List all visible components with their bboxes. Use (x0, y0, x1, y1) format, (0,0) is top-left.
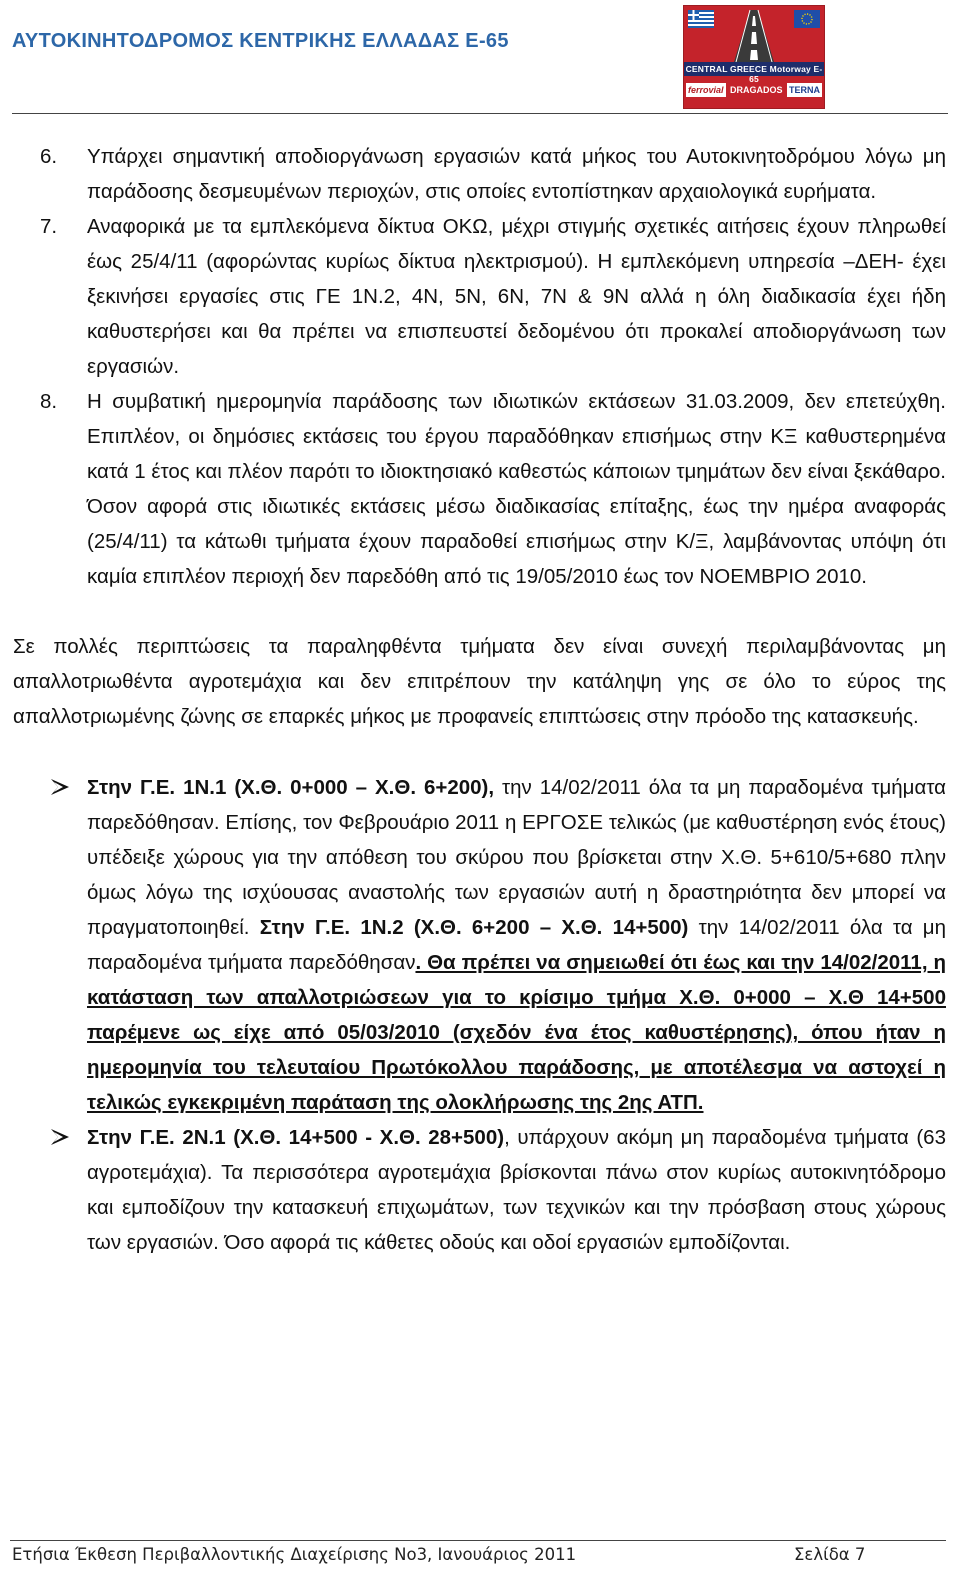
item-number: 7. (40, 215, 58, 238)
greek-flag-icon (688, 10, 714, 28)
bullet-list (13, 770, 946, 1260)
page-number: Σελίδα 7 (794, 1545, 866, 1564)
document-body (13, 139, 946, 1260)
bullet-text: την 14/02/2011 όλα τα μη παραδομένα τμήματα παρεδόθησαν. Επίσης, τον Φεβρουάριο 2011 η ΕΡΓΟΣΕ τελικώς (με καθυστέρηση ενός έτους) υπέδειξε χώρους για την απόθεση του σκύρου που βρίσκεται στην Χ.Θ. 5+610/5+680 πλην όμως λόγω της ισχύουσας αναστολής των εργασιών αυτή η δραστηριότητα δεν μπορεί να πραγματοποιηθεί. (87, 776, 946, 939)
bullet-item-ge-1n1 (13, 770, 946, 1120)
page-header (0, 0, 960, 118)
bullet-lead: Στην Γ.Ε. 2Ν.1 (Χ.Θ. 14+500 - Χ.Θ. 28+500) (87, 1126, 505, 1149)
item-text: Αναφορικά με τα εμπλεκόμενα δίκτυα ΟΚΩ, μέχρι στιγμής σχετικές αιτήσεις έχουν πληρωθεί έως 25/4/11 (αφορώντας κυρίως δίκτυα ηλεκτρισμού). Η εμπλεκόμενη υπηρεσία –ΔΕΗ- έχει ξεκινήσει εργασίες στις ΓΕ 1Ν.2, 4Ν, 5Ν, 6Ν, 7Ν & 9Ν αλλά η όλη διαδικασία έχει ήδη καθυστερήσει και θα πρέπει να επισπευστεί δεδομένου ότι προκαλεί αποδιοργάνωση των εργασιών. (87, 215, 946, 378)
motorway-logo (683, 5, 825, 109)
bullet-lead: Στην Γ.Ε. 1Ν.1 (Χ.Θ. 0+000 – Χ.Θ. 6+200), (87, 776, 495, 799)
item-text: Η συμβατική ημερομηνία παράδοσης των ιδιωτικών εκτάσεων 31.03.2009, δεν επετεύχθη. Επιπλέον, οι δημόσιες εκτάσεις του έργου παραδόθηκαν επισήμως στην ΚΞ καθυστερημένα κατά 1 έτος και πλέον παρότι το ιδιοκτησιακό καθεστώς κάποιων τμημάτων δεν είναι ξεκάθαρο. Όσον αφορά στις ιδιωτικές εκτάσεις μέσω διαδικασίας επίταξης, έως την ημέρα αναφοράς (25/4/11) τα κάτωθι τμήματα έχουν παραδοθεί επισήμως στην Κ/Ξ, λαμβάνοντας υπόψη ότι καμία επιπλέον περιοχή δεν παρεδόθη από τις 19/05/2010 έως τον ΝΟΕΜΒΡΙΟ 2010. (87, 390, 946, 588)
partner-dragados: DRAGADOS (730, 85, 783, 95)
item-number: 6. (40, 145, 58, 168)
bullet-item-ge-2n1 (13, 1120, 946, 1260)
numbered-item-8 (13, 384, 946, 594)
footer-divider (10, 1540, 946, 1541)
item-number: 8. (40, 390, 58, 413)
body-paragraph: Σε πολλές περιπτώσεις τα παραληφθέντα τμήματα δεν είναι συνεχή περιλαμβάνοντας μη απαλλοτριωθέντα αγροτεμάχια και δεν επιτρέπουν την κατάληψη γης σε όλο το εύρος της απαλλοτριωμένης ζώνης σε επαρκές μήκος με προφανείς επιπτώσεις στην πρόοδο της κατασκευής. (13, 635, 946, 728)
page-footer (10, 1540, 950, 1580)
bullet-text-secondary: την 14/02/2011 όλα τα μη παραδομένα τμήματα παρεδόθησαν (87, 916, 946, 974)
eu-flag-icon (794, 10, 820, 28)
arrowhead-bullet-icon (51, 779, 69, 795)
numbered-item-6 (13, 139, 946, 209)
item-text: Υπάρχει σημαντική αποδιοργάνωση εργασιών κατά μήκος του Αυτοκινητοδρόμου λόγω μη παράδοσης δεσμευμένων περιοχών, στις οποίες εντοπίστηκαν αρχαιολογικά ευρήματα. (87, 145, 946, 203)
bullet-lead-secondary: Στην Γ.Ε. 1Ν.2 (Χ.Θ. 6+200 – Χ.Θ. 14+500) (259, 916, 689, 939)
partner-terna: TERNA (788, 85, 820, 95)
footer-title: Ετήσια Έκθεση Περιβαλλοντικής Διαχείρισης Νο3, Ιανουάριος 2011 (12, 1545, 577, 1564)
partner-ferrovial: ferrovial (688, 85, 724, 95)
arrowhead-bullet-icon (51, 1129, 69, 1145)
header-title: ΑΥΤΟΚΙΝΗΤΟΔΡΟΜΟΣ ΚΕΝΤΡΙΚΗΣ ΕΛΛΑΔΑΣ Ε-65 (12, 30, 509, 52)
header-divider (12, 113, 948, 114)
bullet-text: , υπάρχουν ακόμη μη παραδομένα τμήματα (63 αγροτεμάχια). Τα περισσότερα αγροτεμάχια βρίσκονται πάνω στον κυρίως αυτοκινητόδρομο και εμποδίζουν την κατασκευή επιχωμάτων, των τεχνικών και την πρόσβαση στους χώρους των εργασιών. Όσο αφορά τις κάθετες οδούς και οδοί εργασιών εμποδίζονται. (87, 1126, 946, 1254)
logo-partners (686, 78, 822, 102)
road-icon (734, 10, 774, 62)
bullet-emphasis: . Θα πρέπει να σημειωθεί ότι έως και την 14/02/2011, η κατάσταση των απαλλοτριώσεων για το κρίσιμο τμήμα Χ.Θ. 0+000 – Χ.Θ 14+500 παρέμενε ως είχε από 05/03/2010 (σχεδόν ένα έτος καθυστέρησης), όπου ήταν η ημερομηνία του τελευταίου Πρωτόκολλου παράδοσης, με αποτέλεσμα να αστοχεί η τελικώς εγκεκριμένη παράταση της ολοκλήρωσης της 2ης ΑΤΠ. (87, 951, 946, 1114)
numbered-item-7 (13, 209, 946, 384)
logo-caption: CENTRAL GREECE Motorway E-65 (685, 64, 823, 84)
